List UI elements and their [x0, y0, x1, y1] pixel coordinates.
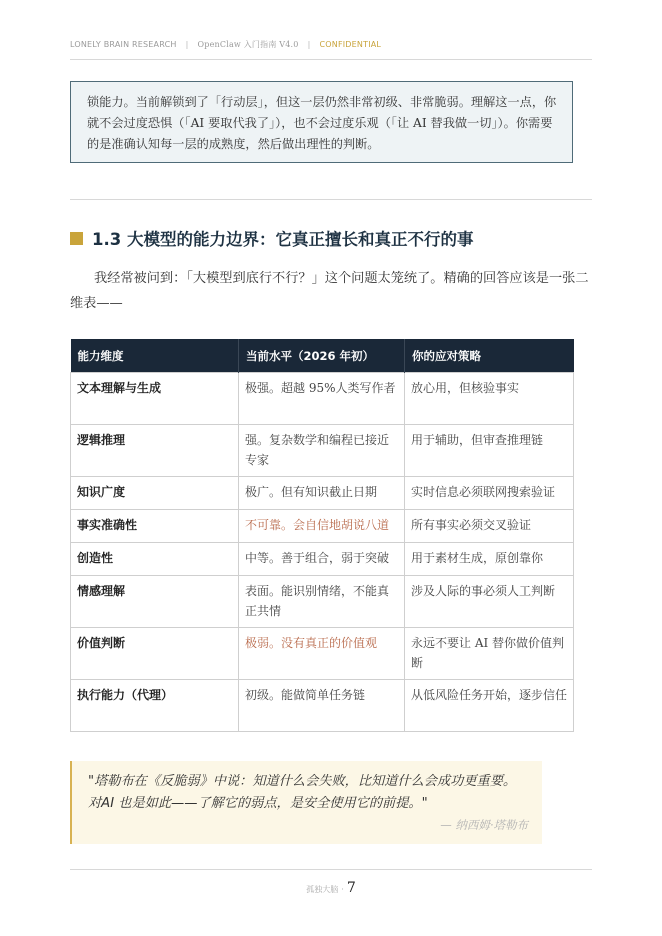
quote-block — [70, 761, 542, 844]
dimension-cell: 价值判断 — [71, 628, 239, 680]
strategy-cell: 实时信息必须联网搜索验证 — [405, 477, 574, 510]
quote-text: "塔勒布在《反脆弱》中说：知道什么会失败，比知道什么会成功更重要。对AI 也是如此——了解它的弱点，是安全使用它的前提。" — [88, 774, 517, 811]
table-header-cell: 你的应对策略 — [405, 339, 574, 373]
page-number: 7 — [346, 880, 356, 896]
level-cell: 表面。能识别情绪，不能真正共情 — [239, 576, 405, 628]
table-row — [71, 576, 574, 628]
strategy-cell: 用于素材生成，原创靠你 — [405, 543, 574, 576]
dimension-cell: 逻辑推理 — [71, 425, 239, 477]
callout-box — [70, 81, 573, 163]
dimension-cell: 文本理解与生成 — [71, 373, 239, 425]
quote-attribution: — 纳西姆·塔勒布 — [440, 818, 528, 832]
confidential-label: CONFIDENTIAL — [319, 40, 382, 49]
footer-label: 孤独大脑 — [306, 885, 339, 894]
strategy-cell: 永远不要让 AI 替你做价值判断 — [405, 628, 574, 680]
level-cell: 初级。能做简单任务链 — [239, 680, 405, 732]
strategy-cell: 涉及人际的事必须人工判断 — [405, 576, 574, 628]
strategy-cell: 放心用，但核验事实 — [405, 373, 574, 425]
intro-paragraph: 我经常被问到：「大模型到底行不行？」这个问题太笼统了。精确的回答应该是一张二维表—— — [70, 271, 589, 311]
level-cell-warning: 极弱。没有真正的价值观 — [239, 628, 405, 680]
table-header-row — [71, 339, 574, 373]
table-row — [71, 510, 574, 543]
header-divider — [70, 59, 592, 60]
section-heading — [70, 227, 473, 249]
header-doc-title: OpenClaw 入门指南 V4.0 — [197, 40, 299, 49]
header-org: LONELY BRAIN RESEARCH — [70, 40, 177, 49]
table-row — [71, 373, 574, 425]
dimension-cell: 事实准确性 — [71, 510, 239, 543]
header-separator: | — [307, 40, 311, 49]
section-divider — [70, 199, 592, 200]
page-footer — [0, 877, 662, 896]
dimension-cell: 创造性 — [71, 543, 239, 576]
table-header-cell: 当前水平（2026 年初） — [239, 339, 405, 373]
level-cell: 极强。超越 95%人类写作者 — [239, 373, 405, 425]
footer-separator: · — [341, 885, 344, 894]
table-row — [71, 680, 574, 732]
table-row — [71, 628, 574, 680]
page-header — [70, 39, 592, 50]
heading-square-icon — [70, 232, 83, 245]
dimension-cell: 知识广度 — [71, 477, 239, 510]
strategy-cell: 从低风险任务开始，逐步信任 — [405, 680, 574, 732]
table-row — [71, 477, 574, 510]
footer-divider — [70, 869, 592, 870]
level-cell: 强。复杂数学和编程已接近专家 — [239, 425, 405, 477]
level-cell-warning: 不可靠。会自信地胡说八道 — [239, 510, 405, 543]
callout-text: 锁能力。当前解锁到了「行动层」，但这一层仍然非常初级、非常脆弱。理解这一点，你就不会过度恐惧（「AI 要取代我了」），也不会过度乐观（「让 AI 替我做一切」）。你需要的是准确认知每一层的成熟度，然后做出理性的判断。 — [87, 95, 557, 151]
header-separator: | — [185, 40, 189, 49]
dimension-cell: 执行能力（代理） — [71, 680, 239, 732]
section-title: 1.3 大模型的能力边界：它真正擅长和真正不行的事 — [92, 230, 474, 249]
level-cell: 极广。但有知识截止日期 — [239, 477, 405, 510]
strategy-cell: 所有事实必须交叉验证 — [405, 510, 574, 543]
dimension-cell: 情感理解 — [71, 576, 239, 628]
level-cell: 中等。善于组合，弱于突破 — [239, 543, 405, 576]
capability-table — [70, 339, 574, 732]
table-row — [71, 425, 574, 477]
strategy-cell: 用于辅助，但审查推理链 — [405, 425, 574, 477]
table-row — [71, 543, 574, 576]
table-header-cell: 能力维度 — [71, 339, 239, 373]
